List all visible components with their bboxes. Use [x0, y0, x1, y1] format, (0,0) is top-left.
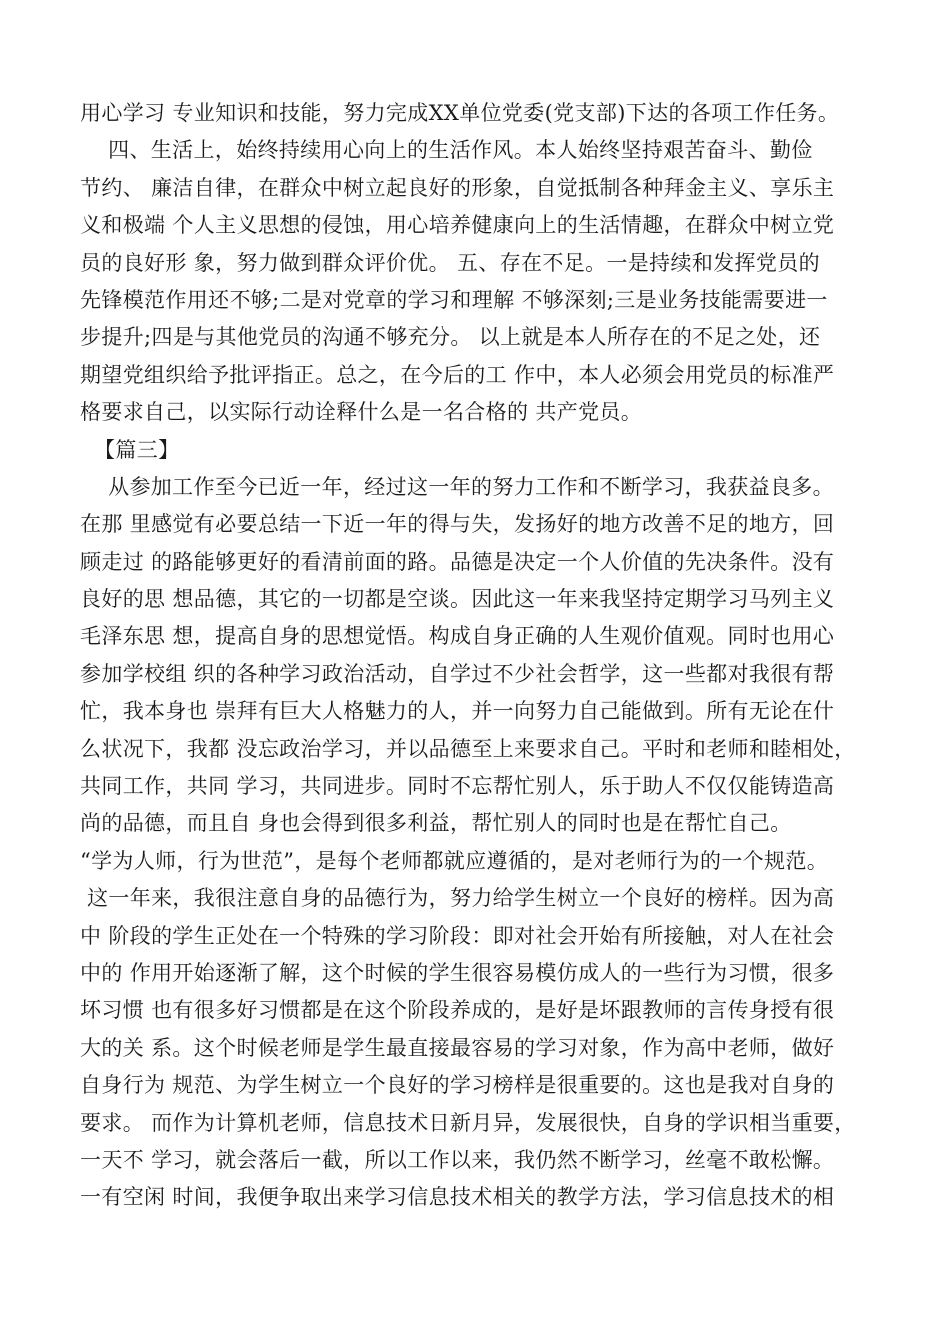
- text-line: 尚的品德，而且自 身也会得到很多利益，帮忙别人的同时也是在帮忙自己。: [80, 811, 792, 836]
- text-line: 顾走过 的路能够更好的看清前面的路。品德是决定一个人价值的先决条件。没有: [80, 549, 835, 574]
- text-line: 格要求自己，以实际行动诠释什么是一名合格的 共产党员。: [80, 400, 643, 425]
- text-line: 共同工作，共同 学习，共同进步。同时不忘帮忙别人，乐于助人不仅仅能铸造高: [80, 774, 835, 799]
- text-line: 毛泽东思 想，提高自身的思想觉悟。构成自身正确的人生观价值观。同时也用心: [80, 624, 835, 649]
- text-line: 这一年来，我很注意自身的品德行为，努力给学生树立一个良好的榜样。因为高: [80, 886, 835, 911]
- text-line: 义和极端 个人主义思想的侵蚀，用心培养健康向上的生活情趣，在群众中树立党: [80, 213, 835, 238]
- text-line: “学为人师，行为世范”，是每个老师都就应遵循的，是对老师行为的一个规范。: [80, 848, 829, 873]
- text-line: 期望党组织给予批评指正。总之，在今后的工 作中，本人必须会用党员的标准严: [80, 362, 835, 387]
- text-line: 参加学校组 织的各种学习政治活动，自学过不少社会哲学，这一些都对我很有帮: [80, 661, 835, 686]
- text-line: 在那 里感觉有必要总结一下近一年的得与失，发扬好的地方改善不足的地方，回: [80, 512, 835, 537]
- document-body: [80, 95, 880, 1217]
- section-heading: 【篇三】: [80, 437, 180, 462]
- text-line: 从参加工作至今已近一年，经过这一年的努力工作和不断学习，我获益良多。: [80, 474, 834, 499]
- text-line: 要求。 而作为计算机老师，信息技术日新月异，发展很快，自身的学识相当重要，: [80, 1110, 856, 1135]
- text-line: 中 阶段的学生正处在一个特殊的学习阶段：即对社会开始有所接触，对人在社会: [80, 923, 835, 948]
- text-line: 忙，我本身也 崇拜有巨大人格魅力的人，并一向努力自己能做到。所有无论在什: [80, 699, 835, 724]
- text-line: 步提升;四是与其他党员的沟通不够充分。 以上就是本人所存在的不足之处，还: [80, 325, 821, 350]
- text-line: 先锋模范作用还不够;二是对党章的学习和理解 不够深刻;三是业务技能需要进一: [80, 287, 828, 312]
- text-line: 自身行为 规范、为学生树立一个良好的学习榜样是很重要的。这也是我对自身的: [80, 1073, 835, 1098]
- text-line: 坏习惯 也有很多好习惯都是在这个阶段养成的，是好是坏跟教师的言传身授有很: [80, 998, 835, 1023]
- text-line: 一有空闲 时间，我便争取出来学习信息技术相关的教学方法，学习信息技术的相: [80, 1185, 835, 1210]
- text-line: 大的关 系。这个时候老师是学生最直接最容易的学习对象，作为高中老师，做好: [80, 1035, 835, 1060]
- text-line: 员的良好形 象，努力做到群众评价优。 五、存在不足。一是持续和发挥党员的: [80, 250, 820, 275]
- text-line: 一天不 学习，就会落后一截，所以工作以来，我仍然不断学习，丝毫不敢松懈。: [80, 1147, 835, 1172]
- text-line: 良好的思 想品德，其它的一切都是空谈。因此这一年来我坚持定期学习马列主义: [80, 587, 835, 612]
- text-line: 中的 作用开始逐渐了解，这个时候的学生很容易模仿成人的一些行为习惯，很多: [80, 960, 835, 985]
- text-line: 节约、 廉洁自律，在群众中树立起良好的形象，自觉抵制各种拜金主义、享乐主: [80, 175, 835, 200]
- text-line: 么状况下，我都 没忘政治学习，并以品德至上来要求自己。平时和老师和睦相处，: [80, 736, 856, 761]
- text-line: 四、生活上，始终持续用心向上的生活作风。本人始终坚持艰苦奋斗、勤俭: [80, 138, 813, 163]
- text-line: 用心学习 专业知识和技能，努力完成XX单位党委(党支部)下达的各项工作任务。: [80, 101, 840, 125]
